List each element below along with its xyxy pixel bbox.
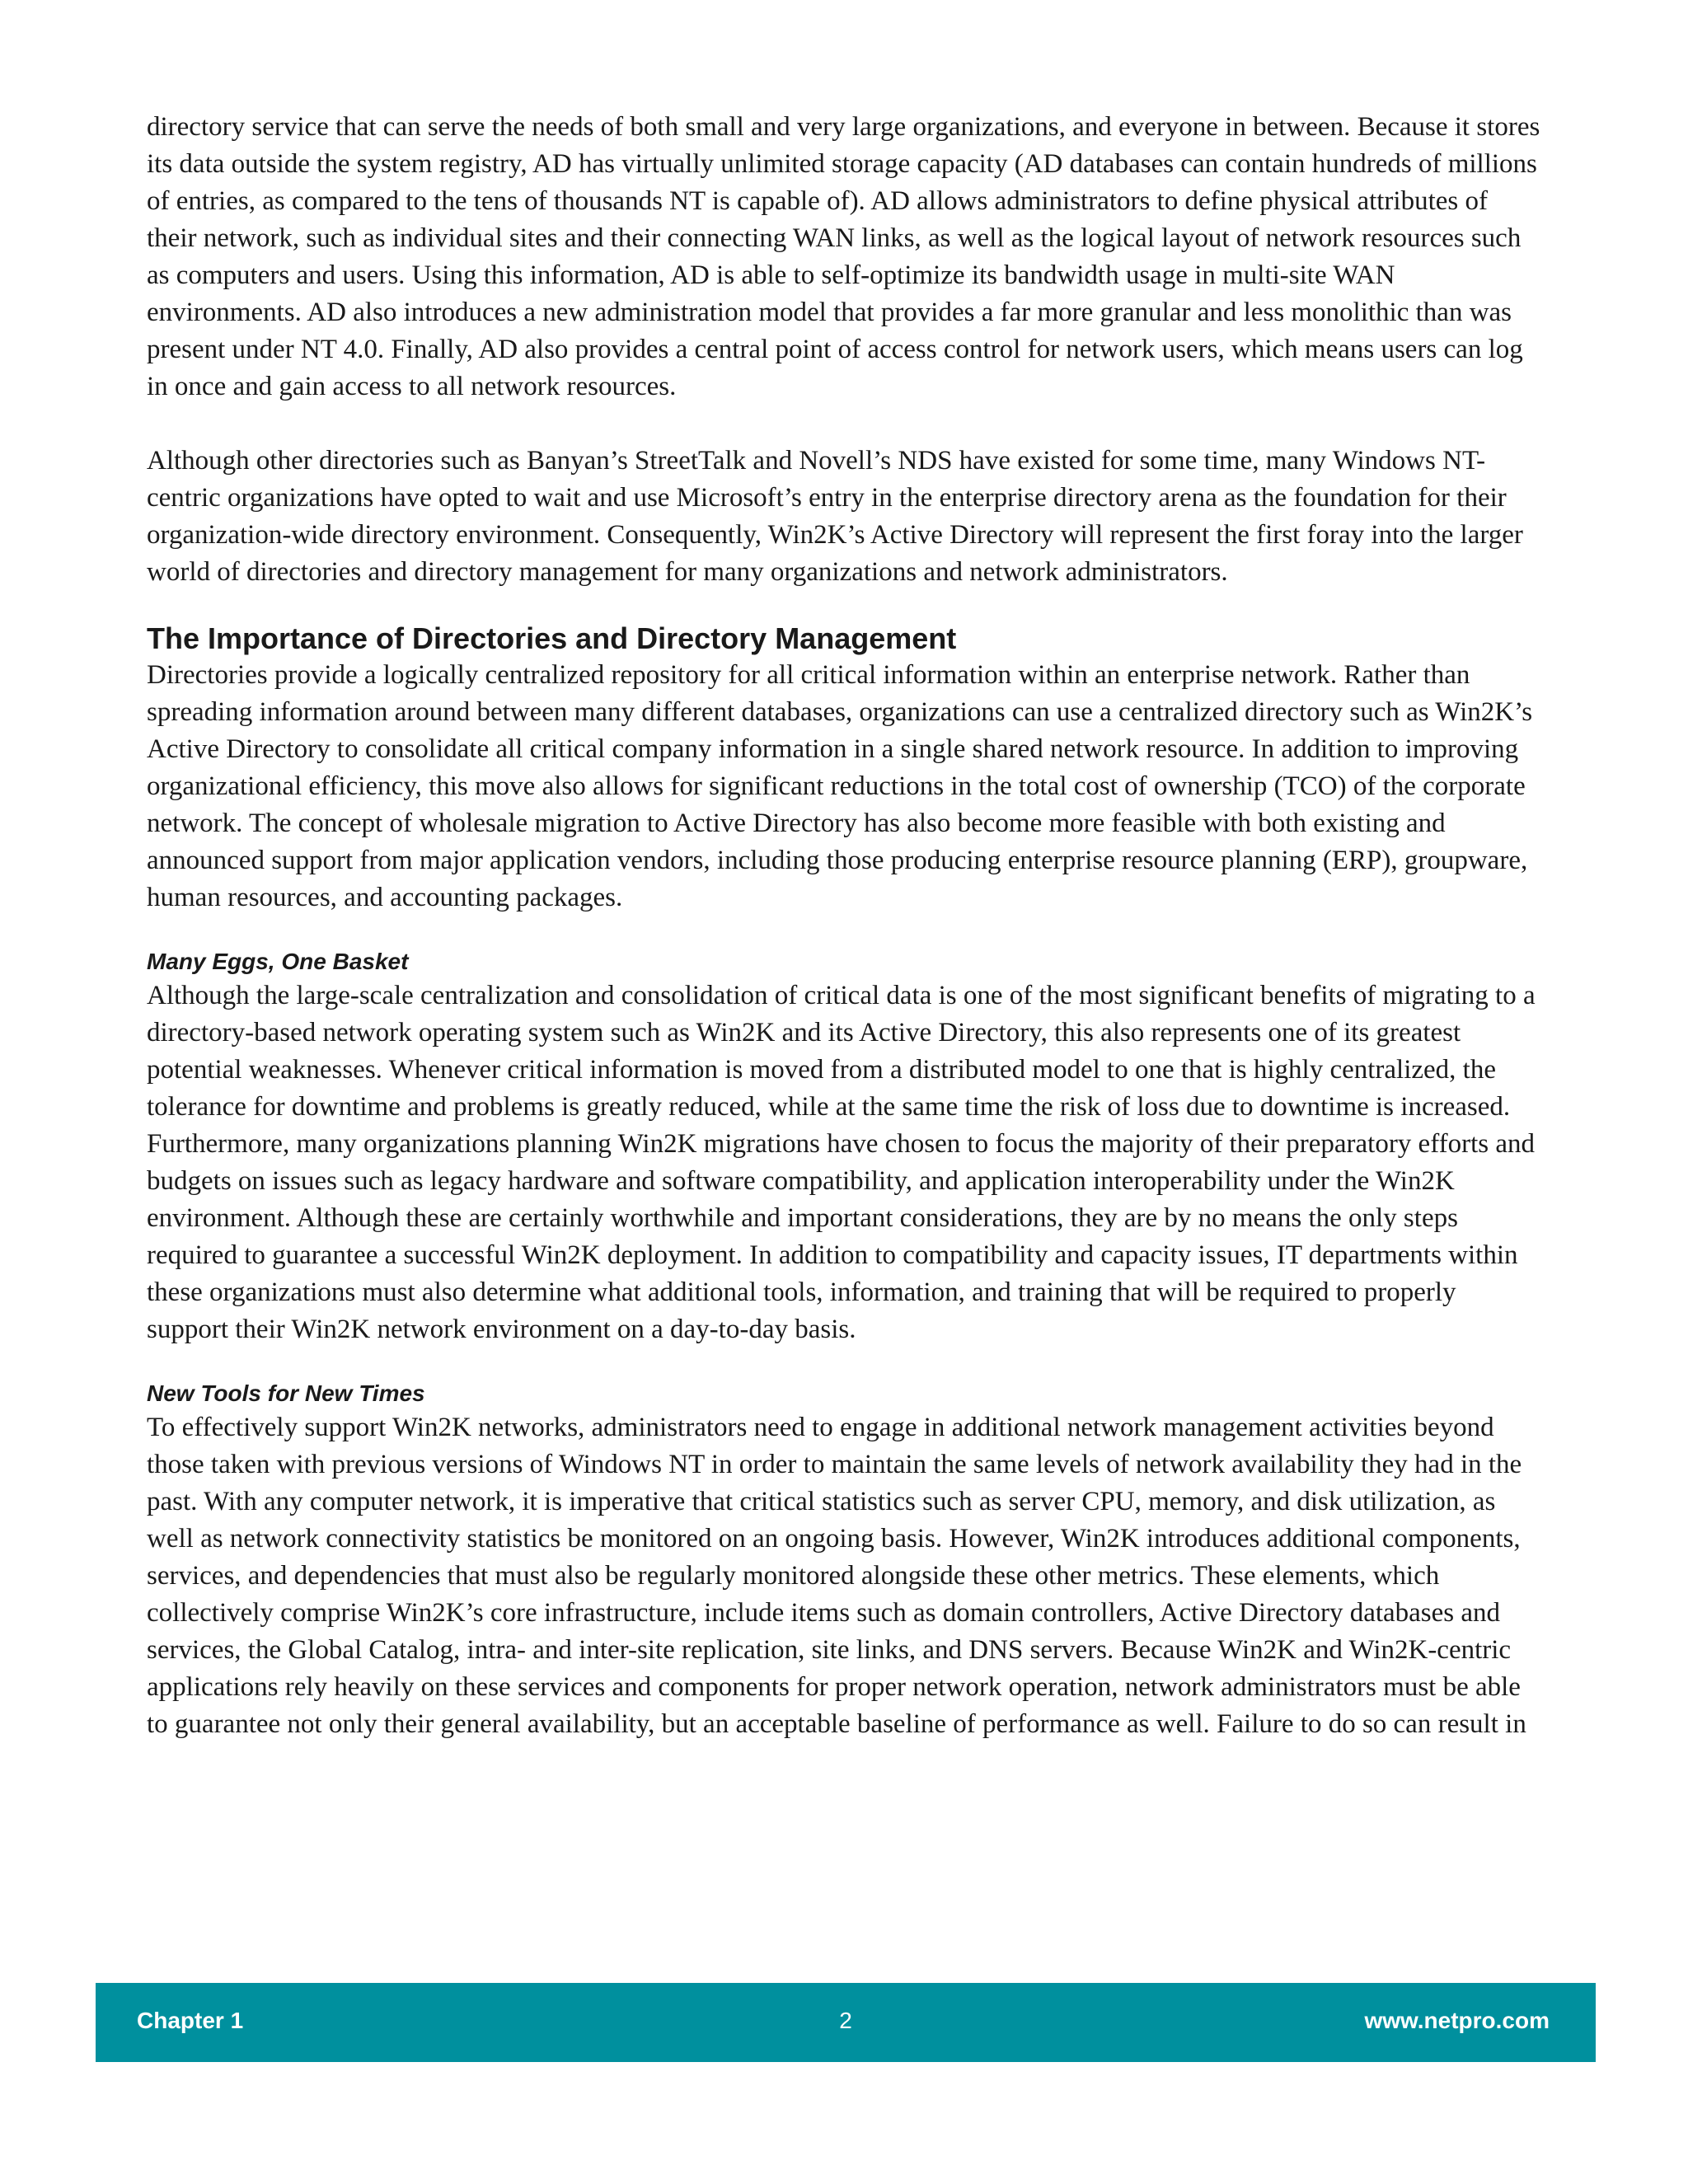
body-paragraph-1: directory service that can serve the needs of both small and very large organizations, and everyone in between. Because it stores its data outside the system registry, AD has virtually unlimited storage capacity (AD databases can contain hundreds of millions of entries, as compared to the tens of thousands NT is capable of). AD allows administrators to define physical attributes of their network, such as individual sites and their connecting WAN links, as well as the logical layout of network resources such as computers and users. Using this information, AD is able to self-optimize its bandwidth usage in multi-site WAN environments. AD also introduces a new administration model that provides a far more granular and less monolithic than was present under NT 4.0. Finally, AD also provides a central point of access control for network users, which means users can log in once and gain access to all network resources. [147, 112, 1540, 401]
body-paragraph-3: Directories provide a logically centralized repository for all critical information within an enterprise network. Rather than spreading information around between many different databases, organizations can use a centralized directory such as Win2K’s Active Directory to consolidate all critical company information in a single shared network resource. In addition to improving organizational efficiency, this move also allows for significant reductions in the total cost of ownership (TCO) of the corporate network. The concept of wholesale migration to Active Directory has also become more feasible with both existing and announced support from major application vendors, including those producing enterprise resource planning (ERP), groupware, human resources, and accounting packages. [147, 660, 1533, 912]
section-heading-importance: The Importance of Directories and Directory Management [147, 621, 957, 655]
footer-page-number: 2 [839, 2008, 852, 2033]
body-paragraph-5: To effectively support Win2K networks, administrators need to engage in additional network management activities beyond those taken with previous versions of Windows NT in order to maintain the same levels of network availability they had in the past. With any computer network, it is imperative that critical statistics such as server CPU, memory, and disk utilization, as well as network connectivity statistics be monitored on an ongoing basis. However, Win2K introduces additional components, services, and dependencies that must also be regularly monitored alongside these other metrics. These elements, which collectively comprise Win2K’s core infrastructure, include items such as domain controllers, Active Directory databases and services, the Global Catalog, intra- and inter-site replication, site links, and DNS servers. Because Win2K and Win2K-centric applications rely heavily on these services and components for proper network operation, network administrators must be able to guarantee not only their general availability, but an acceptable baseline of performance as well. Failure to do so can result in [147, 1413, 1526, 1739]
page-footer [96, 1983, 1596, 2062]
main-content [147, 109, 1541, 1743]
subheading-many-eggs: Many Eggs, One Basket [147, 949, 409, 974]
subheading-new-tools: New Tools for New Times [147, 1380, 425, 1406]
footer-website-link[interactable]: www.netpro.com [1364, 2008, 1550, 2033]
footer-chapter-label: Chapter 1 [137, 2008, 244, 2033]
body-paragraph-2: Although other directories such as Banyan’s StreetTalk and Novell’s NDS have existed for some time, many Windows NT-centric organizations have opted to wait and use Microsoft’s entry in the enterprise directory arena as the foundation for their organization-wide directory environment. Consequently, Win2K’s Active Directory will represent the first foray into the larger world of directories and directory management for many organizations and network administrators. [147, 446, 1523, 587]
body-paragraph-4: Although the large-scale centralization and consolidation of critical data is one of the most significant benefits of migrating to a directory-based network operating system such as Win2K and its Active Directory, this also represents one of its greatest potential weaknesses. Whenever critical information is moved from a distributed model to one that is highly centralized, the tolerance for downtime and problems is greatly reduced, while at the same time the risk of loss due to downtime is increased. Furthermore, many organizations planning Win2K migrations have chosen to focus the majority of their preparatory efforts and budgets on issues such as legacy hardware and software compatibility, and application interoperability under the Win2K environment. Although these are certainly worthwhile and important considerations, they are by no means the only steps required to guarantee a successful Win2K deployment. In addition to compatibility and capacity issues, IT departments within these organizations must also determine what additional tools, information, and training that will be required to properly support their Win2K network environment on a day-to-day basis. [147, 981, 1536, 1344]
